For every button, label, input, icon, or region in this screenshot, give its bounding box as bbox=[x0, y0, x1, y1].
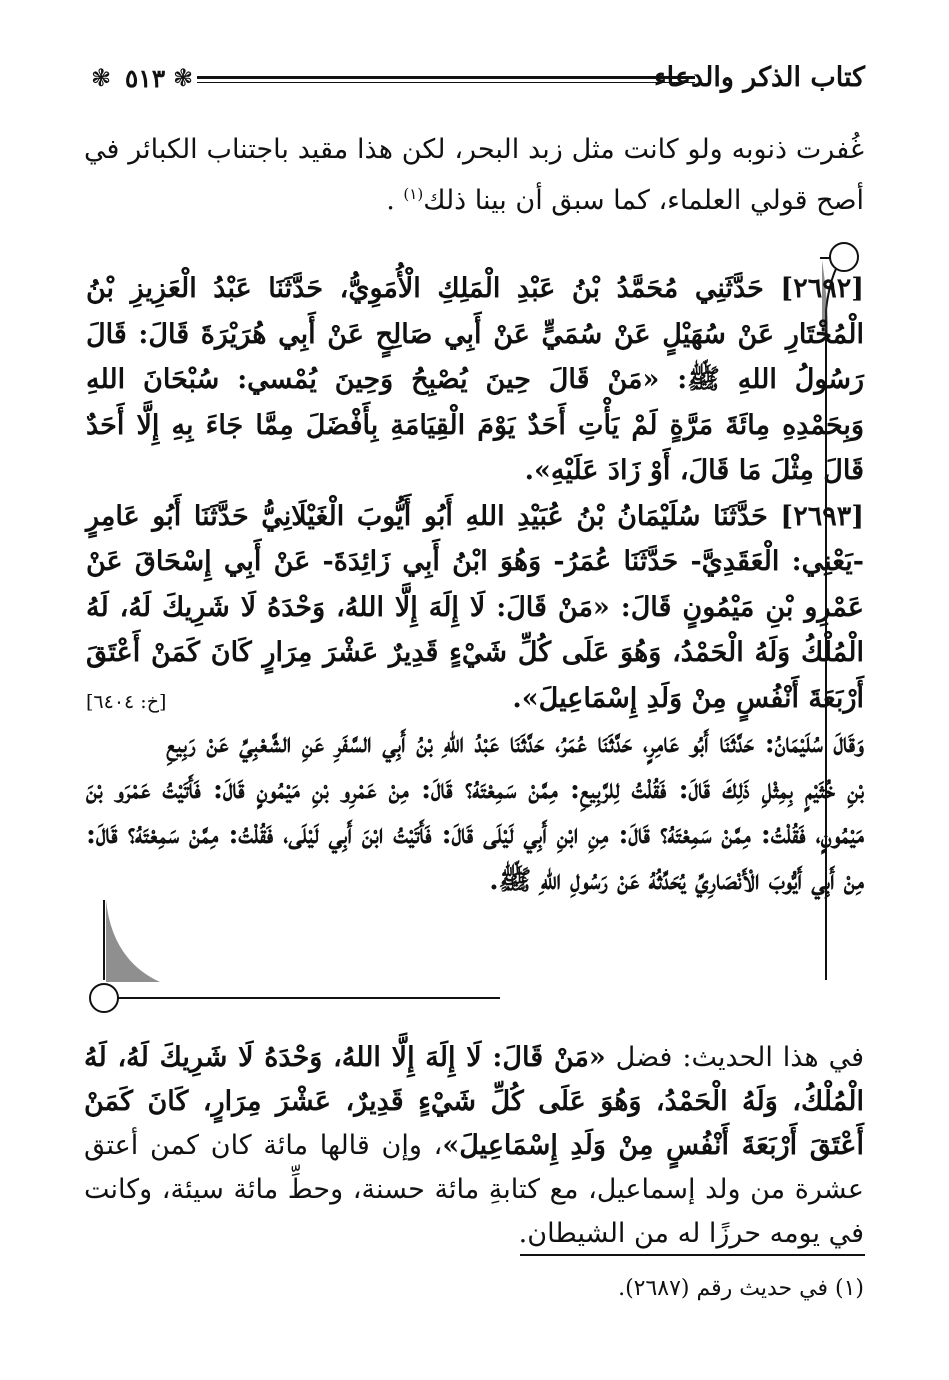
commentary-paragraph bbox=[84, 1036, 864, 1256]
commentary-lead: في هذا الحديث: فضل bbox=[605, 1042, 864, 1073]
footnote-rule bbox=[520, 1254, 865, 1256]
intro-text: غُفرت ذنوبه ولو كانت مثل زبد البحر، لكن هذا مقيد باجتناب الكبائر في أصح قولي العلماء، كما سبق أن بينا ذلك bbox=[84, 134, 864, 216]
footnote: (١) في حديث رقم (٢٦٨٧). bbox=[618, 1276, 864, 1301]
commentary-rest: ، وإن قالها مائة كان كمن أعتق عشرة من ولد إسماعيل، مع كتابةِ مائة حسنة، وحطِّ مائة سيئة، وكانت في يومه حرزًا له من الشيطان. bbox=[84, 1130, 864, 1249]
header-rule bbox=[197, 76, 695, 79]
hadith-2693-continuation: وَقَالَ سُلَيْمَانُ: حَدَّثَنَا أَبُو عَامِرٍ، حَدَّثَنَا عُمَرُ، حَدَّثَنَا عَبْدُ اللهِ بْنُ أَبِي السَّفَرِ عَنِ الشَّعْبِيِّ عَنْ رَبِيعِ بْنِ خُثَيْمٍ بِمِثْلِ ذَلِكَ قَالَ: فَقُلْتُ لِلرَّبِيعِ: مِمَّنْ سَمِعْتَهُ؟ قَالَ: مِنْ عَمْرِو بْنِ مَيْمُونٍ قَالَ: فَأَتَيْتُ عَمْرَو بْنَ مَيْمُونٍ، فَقُلْتُ: مِمَّنْ سَمِعْتَهُ؟ قَالَ: مِنِ ابْنِ أَبِي لَيْلَى قَالَ: فَأَتَيْتُ ابْنَ أَبِي لَيْلَى، فَقُلْتُ: مِمَّنْ سَمِعْتَهُ؟ قَالَ: مِنْ أَبِي أَيُّوبَ الْأَنْصَارِيِّ يُحَدِّثُهُ عَنْ رَسُولِ اللهِ ﷺ. bbox=[86, 728, 864, 896]
left-ornament-icon: ❃ bbox=[91, 64, 112, 92]
hadith-2693 bbox=[86, 494, 864, 722]
page-number: ٥١٣ bbox=[124, 63, 166, 93]
bukhari-reference: [خ: ٦٤٠٤] bbox=[86, 690, 167, 713]
page-header bbox=[91, 60, 865, 100]
header-rule-thin bbox=[197, 82, 695, 83]
hadith-block bbox=[86, 266, 864, 903]
footnote-marker: (١) bbox=[403, 185, 424, 203]
commentary-quote: «مَنْ قَالَ: لَا إِلَهَ إِلَّا اللهُ، وَحْدَهُ لَا شَرِيكَ لَهُ، لَهُ الْمُلْكُ، وَلَهُ الْحَمْدُ، وَهُوَ عَلَى كُلِّ شَيْءٍ قَدِيرٌ، عَشْرَ مِرَارٍ، كَانَ كَمَنْ أَعْتَقَ أَرْبَعَةَ أَنْفُسٍ مِنْ وَلَدِ إِسْمَاعِيلَ» bbox=[84, 1042, 864, 1161]
hadith-2693-text: [٢٦٩٣] حَدَّثَنَا سُلَيْمَانُ بْنُ عُبَيْدِ اللهِ أَبُو أَيُّوبَ الْغَيْلَانِيُّ حَدَّثَنَا أَبُو عَامِرٍ -يَعْنِي: الْعَقَدِيَّ- حَدَّثَنَا عُمَرُ- وَهُوَ ابْنُ أَبِي زَائِدَةَ- عَنْ أَبِي إِسْحَاقَ عَنْ عَمْرِو بْنِ مَيْمُونٍ قَالَ: «مَنْ قَالَ: لَا إِلَهَ إِلَّا اللهُ، وَحْدَهُ لَا شَرِيكَ لَهُ، لَهُ الْمُلْكُ وَلَهُ الْحَمْدُ، وَهُوَ عَلَى كُلِّ شَيْءٍ قَدِيرٌ عَشْرَ مِرَارٍ كَانَ كَمَنْ أَعْتَقَ أَرْبَعَةَ أَنْفُسٍ مِنْ وَلَدِ إِسْمَاعِيلَ». bbox=[86, 500, 864, 714]
hadith-2692: [٢٦٩٢] حَدَّثَنِي مُحَمَّدُ بْنُ عَبْدِ الْمَلِكِ الْأُمَوِيُّ، حَدَّثَنَا عَبْدُ الْعَزِيزِ بْنُ الْمُخْتَارِ عَنْ سُهَيْلٍ عَنْ سُمَيٍّ عَنْ أَبِي صَالِحٍ عَنْ أَبِي هُرَيْرَةَ قَالَ: قَالَ رَسُولُ اللهِ ﷺ: «مَنْ قَالَ حِينَ يُصْبِحُ وَحِينَ يُمْسي: سُبْحَانَ اللهِ وَبِحَمْدِهِ مِائَةَ مَرَّةٍ لَمْ يَأْتِ أَحَدٌ يَوْمَ الْقِيَامَةِ بِأَفْضَلَ مِمَّا جَاءَ بِهِ إِلَّا أَحَدٌ قَالَ مِثْلَ مَا قَالَ، أَوْ زَادَ عَلَيْهِ». bbox=[86, 273, 864, 486]
book-title: كتاب الذكر والدعاء bbox=[653, 62, 865, 93]
right-ornament-icon: ❃ bbox=[173, 64, 194, 92]
intro-end: . bbox=[386, 185, 404, 216]
intro-paragraph bbox=[84, 128, 864, 223]
